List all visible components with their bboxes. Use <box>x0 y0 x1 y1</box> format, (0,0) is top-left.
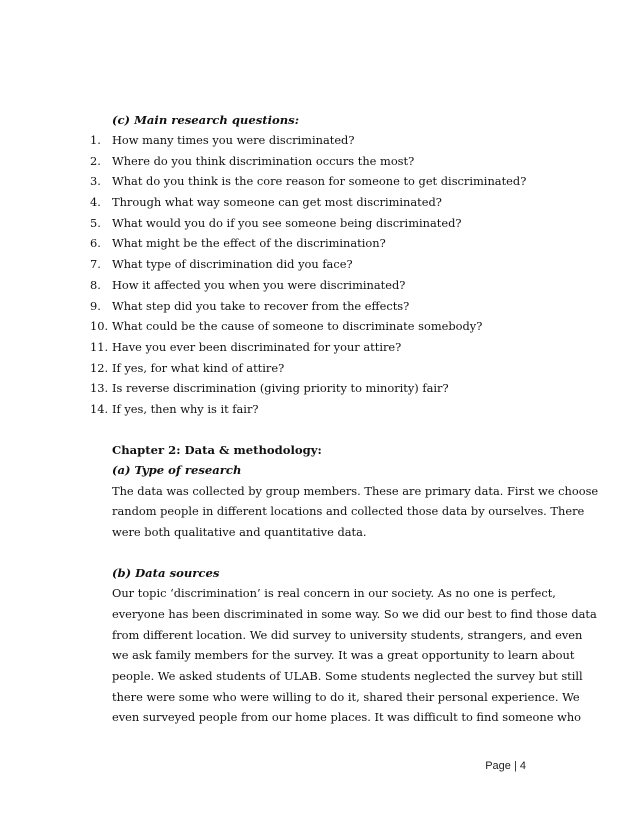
list-text: If yes, then why is it fair? <box>112 401 259 416</box>
list-text: How many times you were discriminated? <box>112 133 355 147</box>
list-item <box>90 296 540 317</box>
list-number: 5. <box>90 215 101 230</box>
data-sources-heading: (b) Data sources <box>112 565 220 580</box>
list-item <box>90 130 540 151</box>
list-text: What do you think is the core reason for someone to get discriminated? <box>112 174 527 189</box>
paragraph-line: random people in different locations and collected those data by ourselves. There <box>112 504 585 519</box>
paragraph-line: people. We asked students of ULAB. Some students neglected the survey but still <box>112 668 583 683</box>
list-number: 2. <box>90 153 101 168</box>
research-questions-list <box>90 130 540 420</box>
page-number: Page | 4 <box>485 760 526 772</box>
page-content <box>90 110 599 728</box>
list-number: 11. <box>90 339 109 354</box>
paragraph-line: The data was collected by group members. These are primary data. First we choose <box>112 483 599 498</box>
list-item <box>90 171 540 192</box>
list-number: 4. <box>90 195 101 210</box>
list-number: 10. <box>90 319 109 334</box>
list-item <box>90 358 540 379</box>
paragraph-line: were both qualitative and quantitative data. <box>112 525 367 539</box>
list-number: 3. <box>90 174 101 189</box>
paragraph-line: Our topic ‘discrimination’ is real concern in our society. As no one is perfect, <box>112 586 556 601</box>
list-text: How it affected you when you were discriminated? <box>112 277 406 292</box>
list-item <box>90 213 540 234</box>
list-number: 7. <box>90 257 101 272</box>
list-text: Through what way someone can get most discriminated? <box>112 195 442 210</box>
list-text: What type of discrimination did you face? <box>112 257 353 272</box>
list-number: 8. <box>90 277 101 292</box>
list-number: 9. <box>90 298 101 313</box>
list-text: If yes, for what kind of attire? <box>112 360 285 375</box>
chapter-heading: Chapter 2: Data & methodology: <box>112 442 322 457</box>
list-item <box>90 337 540 358</box>
list-item <box>90 378 540 399</box>
paragraph-line: everyone has been discriminated in some way. So we did our best to find those data <box>112 606 597 621</box>
chapter-2-section <box>112 440 599 728</box>
list-item <box>90 233 540 254</box>
list-item <box>90 275 540 296</box>
research-questions-heading: (c) Main research questions: <box>112 113 299 127</box>
list-text: Is reverse discrimination (giving priority to minority) fair? <box>112 381 449 396</box>
list-item <box>90 151 540 172</box>
list-text: What step did you take to recover from the effects? <box>112 298 410 313</box>
list-text: What might be the effect of the discrimination? <box>112 236 386 251</box>
list-item <box>90 254 540 275</box>
list-item <box>90 316 540 337</box>
type-of-research-paragraph <box>112 481 599 543</box>
data-sources-paragraph <box>112 583 597 728</box>
list-number: 1. <box>90 133 101 147</box>
list-text: Have you ever been discriminated for your attire? <box>112 339 402 354</box>
paragraph-line: even surveyed people from our home places. It was difficult to find someone who <box>112 710 582 725</box>
list-number: 12. <box>90 360 109 375</box>
type-of-research-heading: (a) Type of research <box>112 463 242 478</box>
list-item <box>90 192 540 213</box>
list-text: Where do you think discrimination occurs the most? <box>112 153 415 168</box>
paragraph-line: we ask family members for the survey. It was a great opportunity to learn about <box>112 648 575 663</box>
list-number: 13. <box>90 381 109 396</box>
list-item <box>90 399 540 420</box>
list-text: What could be the cause of someone to discriminate somebody? <box>112 319 483 334</box>
list-text: What would you do if you see someone being discriminated? <box>112 215 462 230</box>
paragraph-line: from different location. We did survey to university students, strangers, and even <box>112 627 583 642</box>
paragraph-line: there were some who were willing to do it, shared their personal experience. We <box>112 689 580 704</box>
list-number: 6. <box>90 236 101 251</box>
list-number: 14. <box>90 401 109 416</box>
